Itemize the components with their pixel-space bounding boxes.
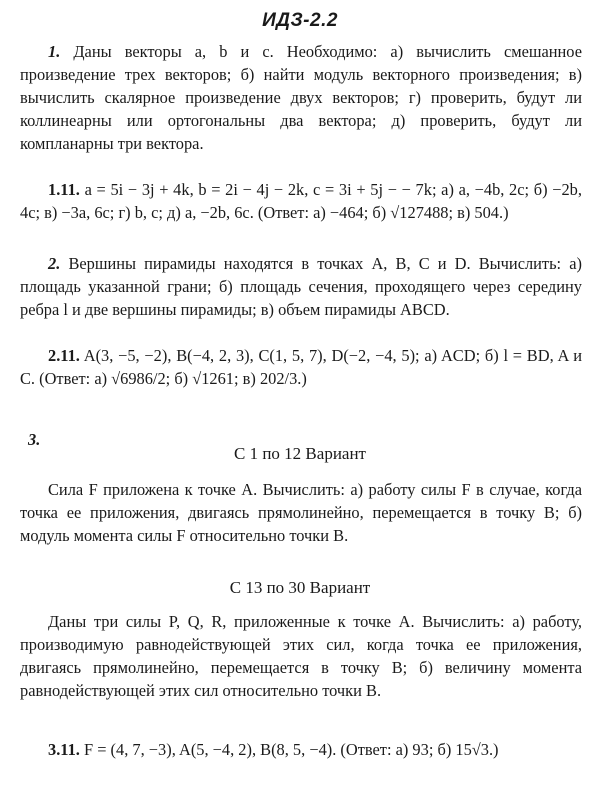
variant-a-heading: С 1 по 12 Вариант xyxy=(234,444,366,463)
page-title: ИДЗ-2.2 xyxy=(262,10,338,31)
task-3-example-number: 3.11. xyxy=(48,740,80,759)
task-3-example xyxy=(20,738,582,761)
task-1-statement xyxy=(20,40,582,155)
task-1-example-number: 1.11. xyxy=(48,180,80,199)
task-3-example-text: F = (4, 7, −3), A(5, −4, 2), B(8, 5, −4). (Ответ: а) 93; б) 15√3.) xyxy=(84,740,499,759)
variant-b-text: Даны три силы P, Q, R, приложенные к точке A. Вычислить: а) работу, производимую равнодействующей этих сил, когда точка ее приложения, двигаясь прямолинейно, перемещается в точку B; б) величину момента равнодействующей этих сил относительно точки B. xyxy=(20,612,582,700)
task-1-text: Даны векторы a, b и c. Необходимо: а) вычислить смешанное произведение трех векторов; б) найти модуль векторного произведения; в) вычислить скалярное произведение двух векторов; г) проверить, будут ли коллинеарны или ортогональны два вектора; д) проверить, будут ли компланарны три вектора. xyxy=(20,42,582,153)
variant-a-text: Сила F приложена к точке A. Вычислить: а) работу силы F в случае, когда точка ее приложения, двигаясь прямолинейно, перемещается в точку B; б) модуль момента силы F относительно точки B. xyxy=(20,480,582,545)
variant-b-heading: С 13 по 30 Вариант xyxy=(229,578,371,597)
task-2-example xyxy=(20,344,582,390)
task-2-number: 2. xyxy=(48,254,61,273)
task-2-example-number: 2.11. xyxy=(48,346,80,365)
task-1-example-text: a = 5i − 3j + 4k, b = 2i − 4j − 2k, c = 3i + 5j − − 7k; а) a, −4b, 2c; б) −2b, 4c; в) −3a, 6c; г) b, c; д) a, −2b, 6c. (Ответ: а) −464; б) √127488; в) 504.) xyxy=(20,180,582,222)
task-2-statement xyxy=(20,252,582,321)
task-2-text: Вершины пирамиды находятся в точках A, B, C и D. Вычислить: а) площадь указанной грани; б) площадь сечения, проходящего через середину ребра l и две вершины пирамиды; в) объем пирамиды ABCD. xyxy=(20,254,582,319)
task-2-example-text: A(3, −5, −2), B(−4, 2, 3), C(1, 5, 7), D(−2, −4, 5); а) ACD; б) l = BD, A и C. (Ответ: а) √6986/2; б) √1261; в) 202/3.) xyxy=(20,346,583,388)
task-1-example xyxy=(20,178,582,224)
task-1-number: 1. xyxy=(48,42,61,61)
task-3-number: 3. xyxy=(28,430,41,449)
